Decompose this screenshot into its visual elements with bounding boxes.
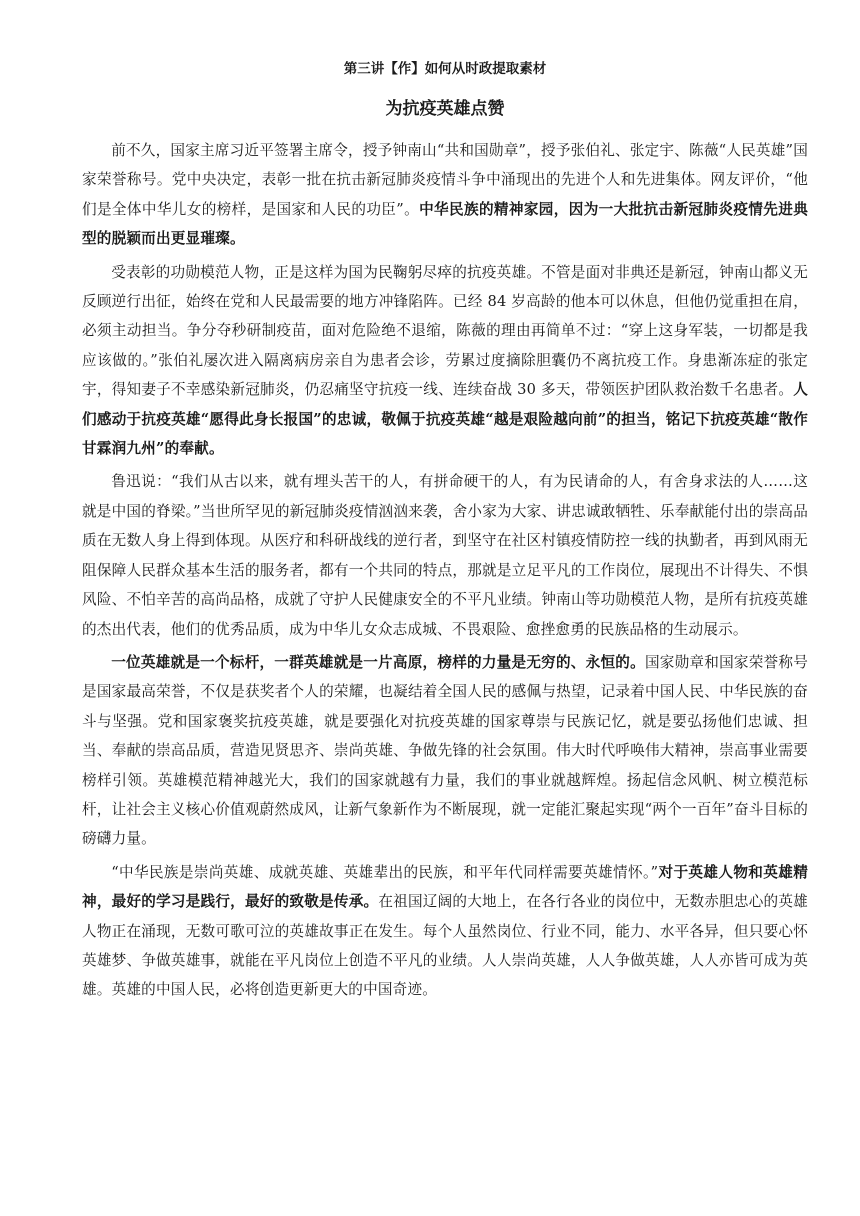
paragraph-emphasis: 中华民族的精神家园，因为一大批抗击新冠肺炎疫情先进典型的脱颖而出更显璀璨。 [82,200,808,248]
paragraph-3 [82,467,808,643]
essay-title: 为抗疫英雄点赞 [385,99,505,119]
paragraph-text: 受表彰的功勋模范人物，正是这样为国为民鞠躬尽瘁的抗疫英雄。不管是面对非典还是新冠，钟南山都义无反顾逆行出征，始终在党和人民最需要的地方冲锋陷阵。已经 84 岁高龄的他本可以休息，但他仍觉重担在肩，必须主动担当。争分夺秒研制疫苗，面对危险绝不退缩，陈薇的理由再简单不过：“穿上这身军装，一切都是我应该做的。”张伯礼屡次进入隔离病房亲自为患者会诊，劳累过度摘除胆囊仍不离抗疫工作。身患渐冻症的张定宇，得知妻子不幸感染新冠肺炎，仍忍痛坚守抗疫一线、连续奋战 30 多天，带领医护团队救治数千名患者。 [82,263,808,399]
paragraph-1 [82,136,808,254]
paragraph-emphasis: 对于英雄人物和英雄精神，最好的学习是践行，最好的致敬是传承。 [82,863,808,911]
paragraph-5 [82,858,808,1005]
paragraph-text: 在祖国辽阔的大地上，在各行各业的岗位中，无数赤胆忠心的英雄人物正在涌现，无数可歌可泣的英雄故事正在发生。每个人虽然岗位、行业不同，能力、水平各异，但只要心怀英雄梦、争做英雄事，就能在平凡岗位上创造不平凡的业绩。人人崇尚英雄，人人争做英雄，人人亦皆可成为英雄。英雄的中国人民，必将创造更新更大的中国奇迹。 [82,893,808,999]
lecture-title: 第三讲【作】如何从时政提取素材 [343,61,547,77]
paragraph-emphasis: 人们感动于抗疫英雄“愿得此身长报国”的忠诚，敬佩于抗疫英雄“越是艰险越向前”的担当，铭记下抗疫英雄“散作甘霖润九州”的奉献。 [82,381,808,458]
paragraph-text: “中华民族是崇尚英雄、成就英雄、英雄辈出的民族，和平年代同样需要英雄情怀。” [111,863,659,881]
paragraph-2 [82,258,808,464]
paragraph-text: 鲁迅说：“我们从古以来，就有埋头苦干的人，有拼命硬干的人，有为民请命的人，有舍身求法的人……这就是中国的脊梁。”当世所罕见的新冠肺炎疫情汹汹来袭，舍小家为大家、讲忠诚敢牺牲、乐奉献能付出的崇高品质在无数人身上得到体现。从医疗和科研战线的逆行者，到坚守在社区村镇疫情防控一线的执勤者，再到风雨无阻保障人民群众基本生活的服务者，都有一个共同的特点，那就是立足平凡的工作岗位，展现出不计得失、不惧风险、不怕辛苦的高尚品格，成就了守护人民健康安全的不平凡业绩。钟南山等功勋模范人物，是所有抗疫英雄的杰出代表，他们的优秀品质，成为中华儿女众志成城、不畏艰险、愈挫愈勇的民族品格的生动展示。 [82,473,808,638]
paragraph-text: 前不久，国家主席习近平签署主席令，授予钟南山“共和国勋章”，授予张伯礼、张定宇、陈薇“人民英雄”国家荣誉称号。党中央决定，表彰一批在抗击新冠肺炎疫情斗争中涌现出的先进个人和先进集体。网友评价，“他们是全体中华儿女的榜样，是国家和人民的功臣”。 [82,142,808,218]
paragraph-emphasis: 一位英雄就是一个标杆，一群英雄就是一片高原，榜样的力量是无穷的、永恒的。 [111,653,645,671]
paragraph-4 [82,648,808,854]
paragraph-text: 国家勋章和国家荣誉称号是国家最高荣誉，不仅是获奖者个人的荣耀，也凝结着全国人民的感佩与热望，记录着中国人民、中华民族的奋斗与坚强。党和国家褒奖抗疫英雄，就是要强化对抗疫英雄的国家尊崇与民族记忆，就是要弘扬他们忠诚、担当、奉献的崇高品质，营造见贤思齐、崇尚英雄、争做先锋的社会氛围。伟大时代呼唤伟大精神，崇高事业需要榜样引领。英雄模范精神越光大，我们的国家就越有力量，我们的事业就越辉煌。扬起信念风帆、树立模范标杆，让社会主义核心价值观蔚然成风，让新气象新作为不断展现，就一定能汇聚起实现“两个一百年”奋斗目标的磅礴力量。 [82,653,808,848]
